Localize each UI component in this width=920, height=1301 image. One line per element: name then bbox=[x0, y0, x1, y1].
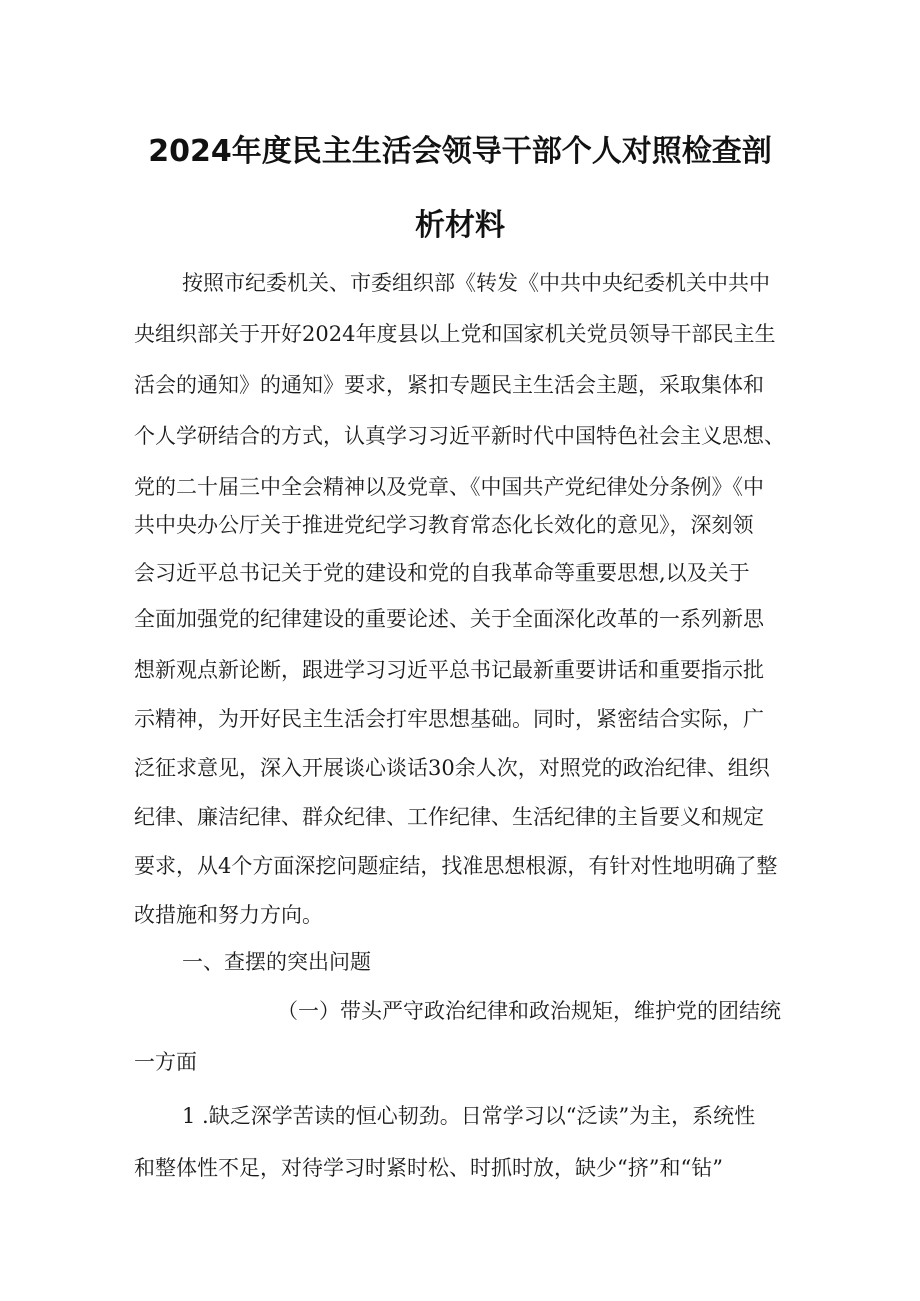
item-line-2: 和整体性不足，对待学习时紧时松、时抓时放，缺少“挤”和“钻” bbox=[134, 1156, 723, 1180]
section-heading: 一、查摆的突出问题 bbox=[182, 950, 371, 974]
intro-line-11: 泛征求意见，深入开展谈心谈话30余人次，对照党的政治纪律、组织 bbox=[134, 756, 770, 780]
intro-line-10: 示精神，为开好民主生活会打牢思想基础。同时，紧密结合实际，广 bbox=[134, 707, 764, 731]
intro-line-9: 想新观点新论断，跟进学习习近平总书记最新重要讲话和重要指示批 bbox=[134, 658, 764, 682]
intro-line-6: 共中央办公厅关于推进党纪学习教育常态化长效化的意见》，深刻领 bbox=[134, 513, 754, 537]
intro-line-12: 纪律、廉洁纪律、群众纪律、工作纪律、生活纪律的主旨要义和规定 bbox=[134, 805, 764, 829]
intro-line-2: 央组织部关于开好2024年度县以上党和国家机关党员领导干部民主生 bbox=[134, 322, 776, 346]
intro-line-8: 全面加强党的纪律建设的重要论述、关于全面深化改革的一系列新思 bbox=[134, 607, 764, 631]
intro-line-5: 党的二十届三中全会精神以及党章、《中国共产党纪律处分条例》《中 bbox=[134, 475, 764, 499]
document-title-line-1: 2024年度民主生活会领导干部个人对照检查剖 bbox=[148, 134, 772, 169]
intro-line-14: 改措施和努力方向。 bbox=[134, 903, 323, 927]
subsection-heading-line-1: （一）带头严守政治纪律和政治规矩，维护党的团结统 bbox=[277, 999, 781, 1023]
item-line-1: 1 .缺乏深学苦读的恒心韧劲。日常学习以“泛读”为主，系统性 bbox=[182, 1104, 756, 1128]
intro-line-13: 要求，从4个方面深挖问题症结，找准思想根源，有针对性地明确了整 bbox=[134, 854, 778, 878]
intro-line-4: 个人学研结合的方式，认真学习习近平新时代中国特色社会主义思想、 bbox=[134, 424, 785, 448]
intro-line-1: 按照市纪委机关、市委组织部《转发《中共中央纪委机关中共中 bbox=[182, 271, 770, 295]
intro-line-7: 会习近平总书记关于党的建设和党的自我革命等重要思想,以及关于 bbox=[134, 561, 750, 585]
subsection-heading-line-2: 一方面 bbox=[134, 1050, 197, 1074]
document-title-line-2: 析材料 bbox=[415, 208, 505, 243]
intro-line-3: 活会的通知》的通知》要求，紧扣专题民主生活会主题，采取集体和 bbox=[134, 373, 764, 397]
